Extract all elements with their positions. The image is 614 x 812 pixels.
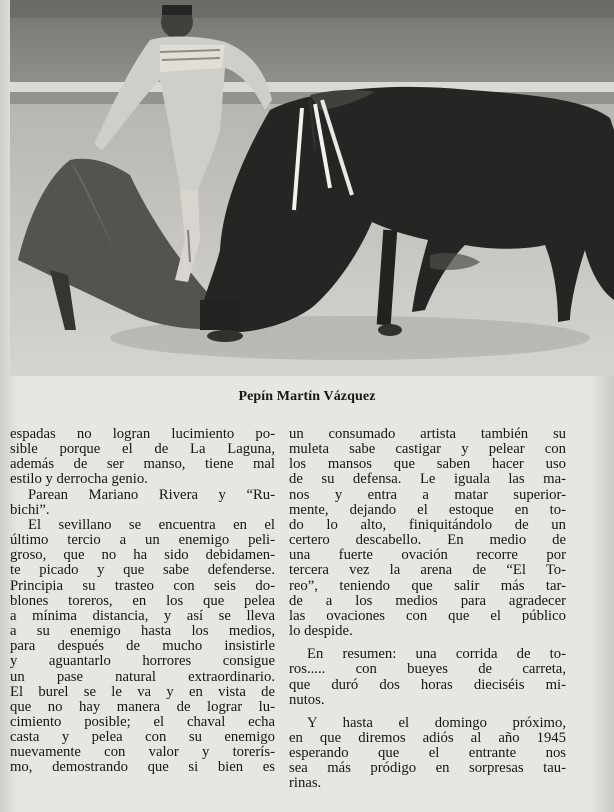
bullfight-photo-illustration (10, 0, 614, 376)
article-line: mo, demostrando que si bien es (10, 759, 275, 776)
article-line: que no hay manera de lograr lu- (10, 698, 275, 715)
article-line: El sevillano se encuentra en el (28, 516, 275, 533)
article-line: reo”, teniendo que salir más tar- (289, 577, 566, 594)
article-line: las ovaciones con que el público (289, 607, 566, 624)
article-column-left (10, 427, 275, 776)
article-line: esperando que el entrante nos (289, 745, 566, 762)
article-line: En resumen: una corrida de to- (307, 646, 566, 663)
photo-grain (10, 0, 614, 376)
article-line: en que diremos adiós al año 1945 (289, 729, 566, 746)
article-line: tercera vez la arena de “El To- (289, 562, 566, 579)
article-line: de a los medios para agradecer (289, 592, 566, 609)
article-column-right (289, 427, 566, 792)
article-line: estilo y derrocha genio. (10, 471, 148, 488)
article-line: certero descabello. En medio de (289, 532, 566, 549)
article-line: y aguantarlo horrores consigue (10, 653, 275, 670)
article-line: de su defensa. Le iguala las ma- (289, 471, 566, 488)
article-line: Y hasta el domingo próximo, (307, 714, 566, 731)
article-line: nutos. (289, 691, 325, 708)
article-line: groso, que no ha sido debidamen- (10, 547, 275, 564)
article-line: cimiento posible; el chaval echa (10, 713, 275, 730)
article-line: un consumado artista también su (289, 426, 566, 442)
article-line: Principia su trasteo con seis do- (10, 577, 275, 594)
article-line: un pase natural extraordinario. (10, 668, 275, 685)
article-body (10, 427, 614, 812)
article-line: blones toreros, en los que pelea (10, 592, 275, 609)
article-line: que duró dos horas dieciséis mi- (289, 676, 566, 693)
article-line: para después de mucho insistirle (10, 638, 275, 655)
article-line: rinas. (289, 775, 322, 792)
article-line: sible porque el de La Laguna, (10, 441, 275, 458)
article-line: además de ser manso, tiene mal (10, 456, 275, 473)
article-line: a su enemigo hasta los medios, (10, 623, 275, 640)
bullfight-photo (10, 0, 614, 376)
article-line: último tercio a un enemigo peli- (10, 532, 275, 549)
article-line: lo despide. (289, 623, 353, 640)
article-line: mente, dejando el estoque en to- (289, 501, 566, 518)
article-line: a mínima distancia, y así se lleva (10, 607, 275, 624)
article-line: te picado y que sabe defenderse. (10, 562, 275, 579)
article-line: nos y entra a matar superior- (289, 486, 566, 503)
photo-caption: Pepín Martín Vázquez (238, 389, 376, 404)
article-line: muleta sabe castigar y pelear con (289, 441, 566, 458)
article-line: nuevamente con valor y torerís- (10, 744, 275, 761)
article-line: bichi”. (10, 501, 50, 518)
article-line: espadas no logran lucimiento po- (10, 426, 275, 442)
article-line: casta y pelea con su enemigo (10, 729, 275, 746)
article-line: sea más pródigo en sorpresas tau- (289, 760, 566, 777)
article-line: Parean Mariano Rivera y “Ru- (28, 486, 275, 503)
article-line: los mansos que saben hacer uso (289, 456, 566, 473)
article-line: ros..... con bueyes de carreta, (289, 661, 566, 678)
article-line: una fuerte ovación recorre por (289, 547, 566, 564)
article-line: El burel se le va y en vista de (10, 683, 275, 700)
article-line: do lo alto, finiquitándolo de un (289, 516, 566, 533)
